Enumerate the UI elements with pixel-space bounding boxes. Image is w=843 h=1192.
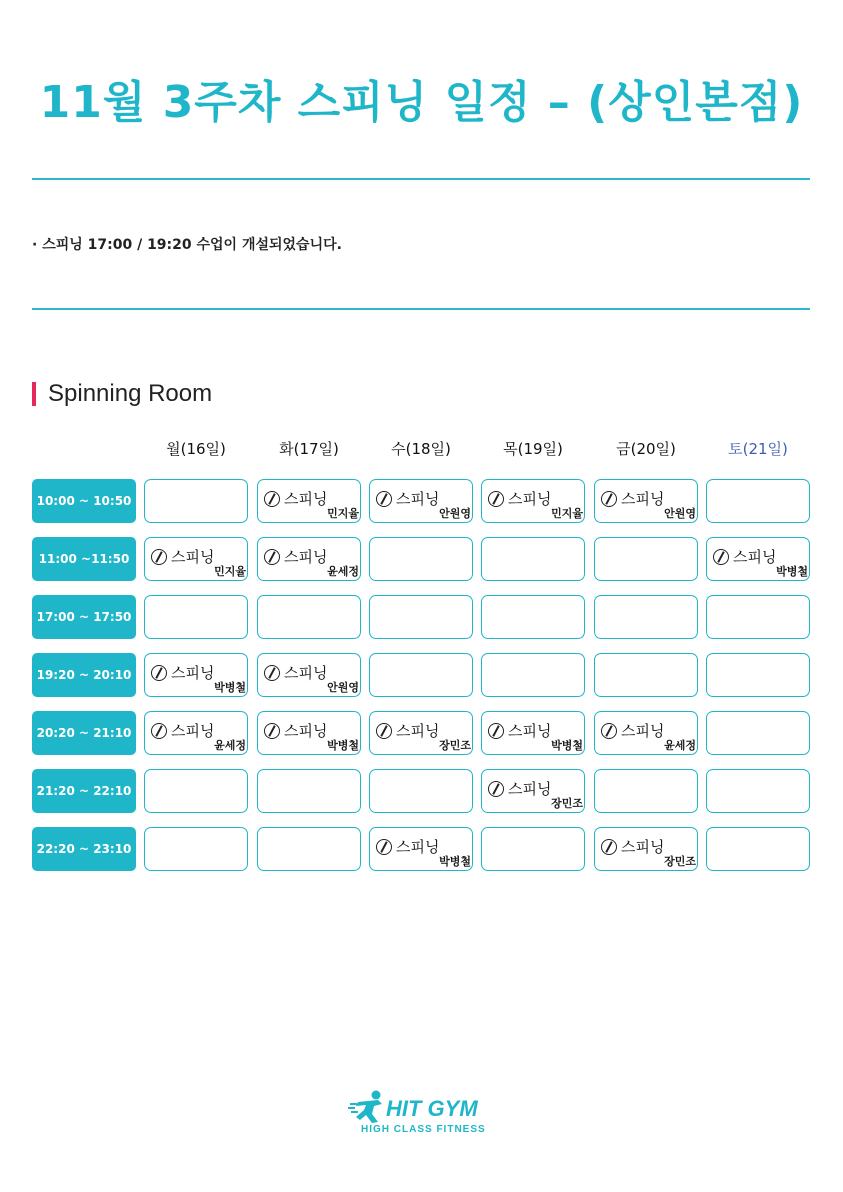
spin-bike-icon [376,723,392,739]
day-header-3: 수(18일) [391,440,451,458]
class-slot[interactable] [594,827,698,871]
class-name: 스피닝 [396,490,440,508]
empty-slot [706,827,810,871]
class-name: 스피닝 [171,722,215,740]
logo-wordmark: HIT GYM [386,1096,478,1121]
empty-slot [706,711,810,755]
empty-slot [257,769,361,813]
time-slot-2: 11:00 ~11:50 [32,537,136,581]
class-name: 스피닝 [621,490,665,508]
class-slot[interactable] [706,537,810,581]
day-header-1: 월(16일) [166,440,226,458]
trainer-name: 안원영 [439,507,471,520]
spin-bike-icon [601,839,617,855]
class-slot[interactable] [257,537,361,581]
class-name: 스피닝 [284,664,328,682]
empty-slot [144,769,248,813]
trainer-name: 윤세정 [664,739,696,752]
empty-slot [594,537,698,581]
class-name: 스피닝 [171,548,215,566]
spin-bike-icon [264,491,280,507]
trainer-name: 장민조 [664,855,696,868]
class-slot[interactable] [144,711,248,755]
hitgym-logo [348,1090,498,1138]
class-slot[interactable] [369,479,473,523]
time-slot-1: 10:00 ~ 10:50 [32,479,136,523]
spin-bike-icon [264,665,280,681]
empty-slot [144,827,248,871]
class-slot[interactable] [594,479,698,523]
time-slot-4: 19:20 ~ 20:10 [32,653,136,697]
class-name: 스피닝 [396,838,440,856]
spin-bike-icon [264,549,280,565]
class-slot[interactable] [257,479,361,523]
empty-slot [257,595,361,639]
class-slot[interactable] [594,711,698,755]
empty-slot [257,827,361,871]
notice-text: · 스피닝 17:00 / 19:20 수업이 개설되었습니다. [32,237,342,253]
trainer-name: 장민조 [439,739,471,752]
class-name: 스피닝 [284,722,328,740]
section-accent-bar [32,382,36,406]
class-slot[interactable] [144,537,248,581]
spin-bike-icon [488,781,504,797]
class-name: 스피닝 [508,490,552,508]
trainer-name: 박병철 [551,739,583,752]
spin-bike-icon [151,723,167,739]
class-slot[interactable] [257,653,361,697]
trainer-name: 윤세정 [214,739,246,752]
empty-slot [144,595,248,639]
day-header-6: 토(21일) [728,440,788,458]
page-title: 11월 3주차 스피닝 일정 – (상인본점) [39,77,804,128]
class-slot[interactable] [257,711,361,755]
class-name: 스피닝 [171,664,215,682]
spin-bike-icon [713,549,729,565]
empty-slot [369,769,473,813]
spin-bike-icon [488,491,504,507]
empty-slot [369,537,473,581]
empty-slot [369,653,473,697]
day-header-2: 화(17일) [279,440,339,458]
time-slot-7: 22:20 ~ 23:10 [32,827,136,871]
class-slot[interactable] [481,479,585,523]
empty-slot [144,479,248,523]
trainer-name: 박병철 [214,681,246,694]
class-slot[interactable] [481,769,585,813]
empty-slot [594,653,698,697]
empty-slot [706,595,810,639]
title-divider [32,178,810,180]
section-title: Spinning Room [48,380,213,407]
time-slot-5: 20:20 ~ 21:10 [32,711,136,755]
runner-logo-icon [348,1090,388,1124]
class-name: 스피닝 [284,490,328,508]
trainer-name: 박병철 [776,565,808,578]
spin-bike-icon [376,491,392,507]
empty-slot [706,769,810,813]
trainer-name: 안원영 [664,507,696,520]
class-name: 스피닝 [508,722,552,740]
day-header-4: 목(19일) [503,440,563,458]
class-slot[interactable] [369,827,473,871]
class-name: 스피닝 [284,548,328,566]
spin-bike-icon [488,723,504,739]
class-name: 스피닝 [621,838,665,856]
empty-slot [481,595,585,639]
class-name: 스피닝 [396,722,440,740]
empty-slot [706,479,810,523]
day-header-5: 금(20일) [616,440,676,458]
trainer-name: 박병철 [439,855,471,868]
section-header [32,380,212,408]
empty-slot [481,537,585,581]
empty-slot [369,595,473,639]
spin-bike-icon [151,549,167,565]
empty-slot [594,769,698,813]
spin-bike-icon [376,839,392,855]
class-name: 스피닝 [508,780,552,798]
trainer-name: 윤세정 [327,565,359,578]
trainer-name: 박병철 [327,739,359,752]
time-slot-6: 21:20 ~ 22:10 [32,769,136,813]
trainer-name: 안원영 [327,681,359,694]
empty-slot [706,653,810,697]
spin-bike-icon [601,723,617,739]
spin-bike-icon [601,491,617,507]
time-slot-3: 17:00 ~ 17:50 [32,595,136,639]
class-name: 스피닝 [621,722,665,740]
empty-slot [481,653,585,697]
trainer-name: 민지율 [327,507,359,520]
trainer-name: 민지율 [551,507,583,520]
empty-slot [481,827,585,871]
class-name: 스피닝 [733,548,777,566]
empty-slot [594,595,698,639]
logo-tagline: HIGH CLASS FITNESS [361,1124,486,1135]
trainer-name: 민지율 [214,565,246,578]
class-slot[interactable] [144,653,248,697]
spin-bike-icon [151,665,167,681]
class-slot[interactable] [369,711,473,755]
class-slot[interactable] [481,711,585,755]
trainer-name: 장민조 [551,797,583,810]
spin-bike-icon [264,723,280,739]
notice-divider [32,308,810,310]
